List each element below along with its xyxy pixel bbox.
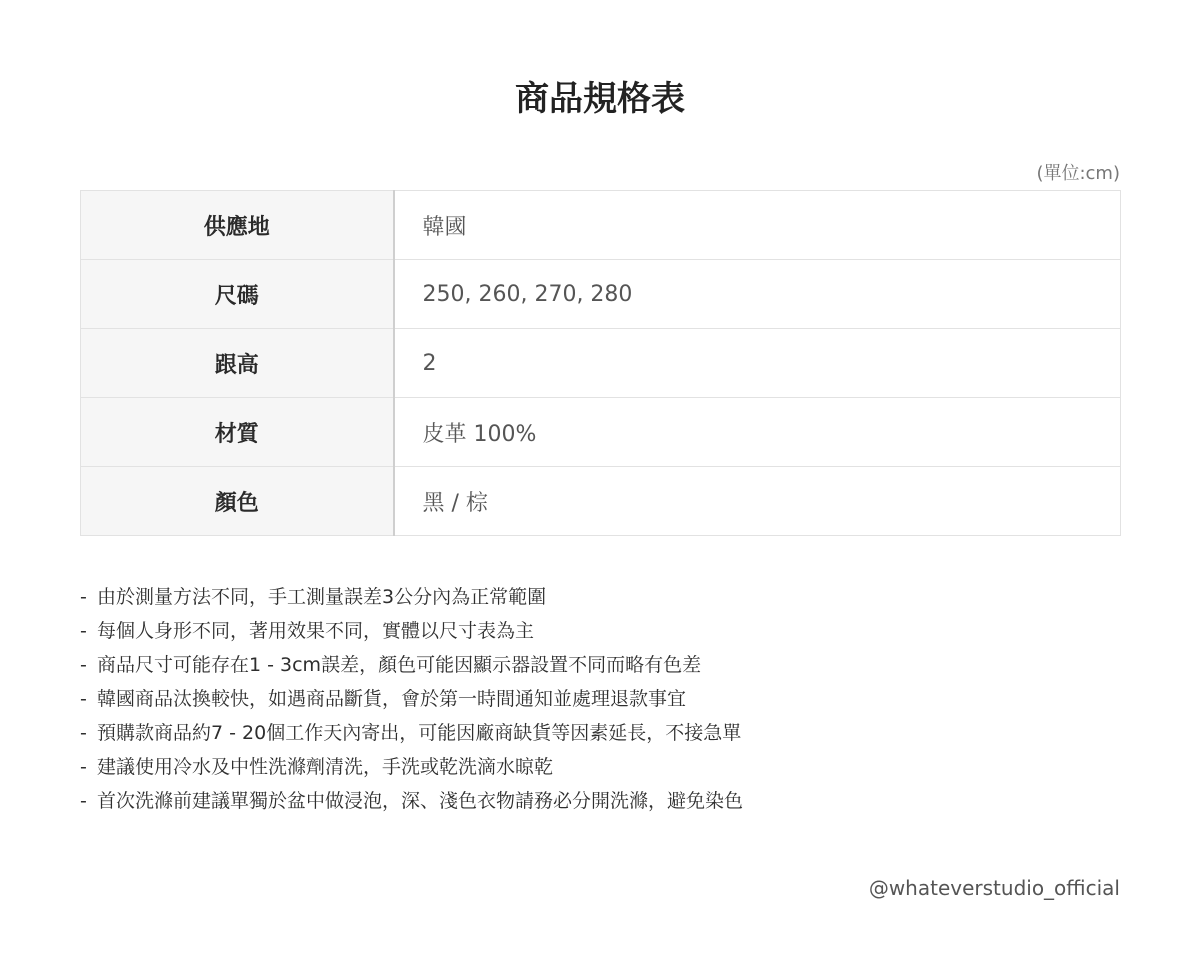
spec-row-origin [81, 191, 1121, 260]
list-item [80, 614, 743, 648]
list-item [80, 784, 743, 818]
note-text: 每個人身形不同，著用效果不同，實體以尺寸表為主 [97, 620, 535, 642]
unit-note: (單位:cm) [1036, 163, 1120, 184]
note-bullet: - [80, 620, 87, 642]
list-item [80, 648, 743, 682]
note-text: 建議使用冷水及中性洗滌劑清洗，手洗或乾洗滴水晾乾 [97, 756, 554, 778]
spec-row-material [81, 398, 1121, 467]
note-bullet: - [80, 688, 87, 710]
note-text: 由於測量方法不同，手工測量誤差3公分內為正常範圍 [97, 586, 547, 608]
spec-table [80, 190, 1121, 536]
spec-row-heel-height [81, 329, 1121, 398]
spec-label: 顏色 [81, 467, 394, 536]
note-text: 首次洗滌前建議單獨於盆中做浸泡，深、淺色衣物請務必分開洗滌，避免染色 [97, 790, 744, 812]
note-bullet: - [80, 756, 87, 778]
list-item [80, 580, 743, 614]
spec-value: 皮革 100% [394, 398, 1121, 467]
page-title: 商品規格表 [515, 79, 685, 119]
spec-value: 2 [394, 329, 1121, 398]
brand-handle: @whateverstudio_official [868, 876, 1120, 900]
spec-row-color [81, 467, 1121, 536]
spec-value: 黑 / 棕 [394, 467, 1121, 536]
note-text: 商品尺寸可能存在1 - 3cm誤差，顏色可能因顯示器設置不同而略有色差 [97, 654, 702, 676]
note-bullet: - [80, 790, 87, 812]
note-text: 預購款商品約7 - 20個工作天內寄出，可能因廠商缺貨等因素延長，不接急單 [97, 722, 742, 744]
note-bullet: - [80, 722, 87, 744]
spec-value: 韓國 [394, 191, 1121, 260]
spec-label: 尺碼 [81, 260, 394, 329]
care-notes-list [80, 580, 743, 818]
list-item [80, 682, 743, 716]
list-item [80, 750, 743, 784]
note-bullet: - [80, 654, 87, 676]
spec-row-size [81, 260, 1121, 329]
note-text: 韓國商品汰換較快，如遇商品斷貨，會於第一時間通知並處理退款事宜 [97, 688, 687, 710]
spec-value: 250, 260, 270, 280 [394, 260, 1121, 329]
spec-label: 材質 [81, 398, 394, 467]
note-bullet: - [80, 586, 87, 608]
spec-label: 跟高 [81, 329, 394, 398]
spec-label: 供應地 [81, 191, 394, 260]
list-item [80, 716, 743, 750]
